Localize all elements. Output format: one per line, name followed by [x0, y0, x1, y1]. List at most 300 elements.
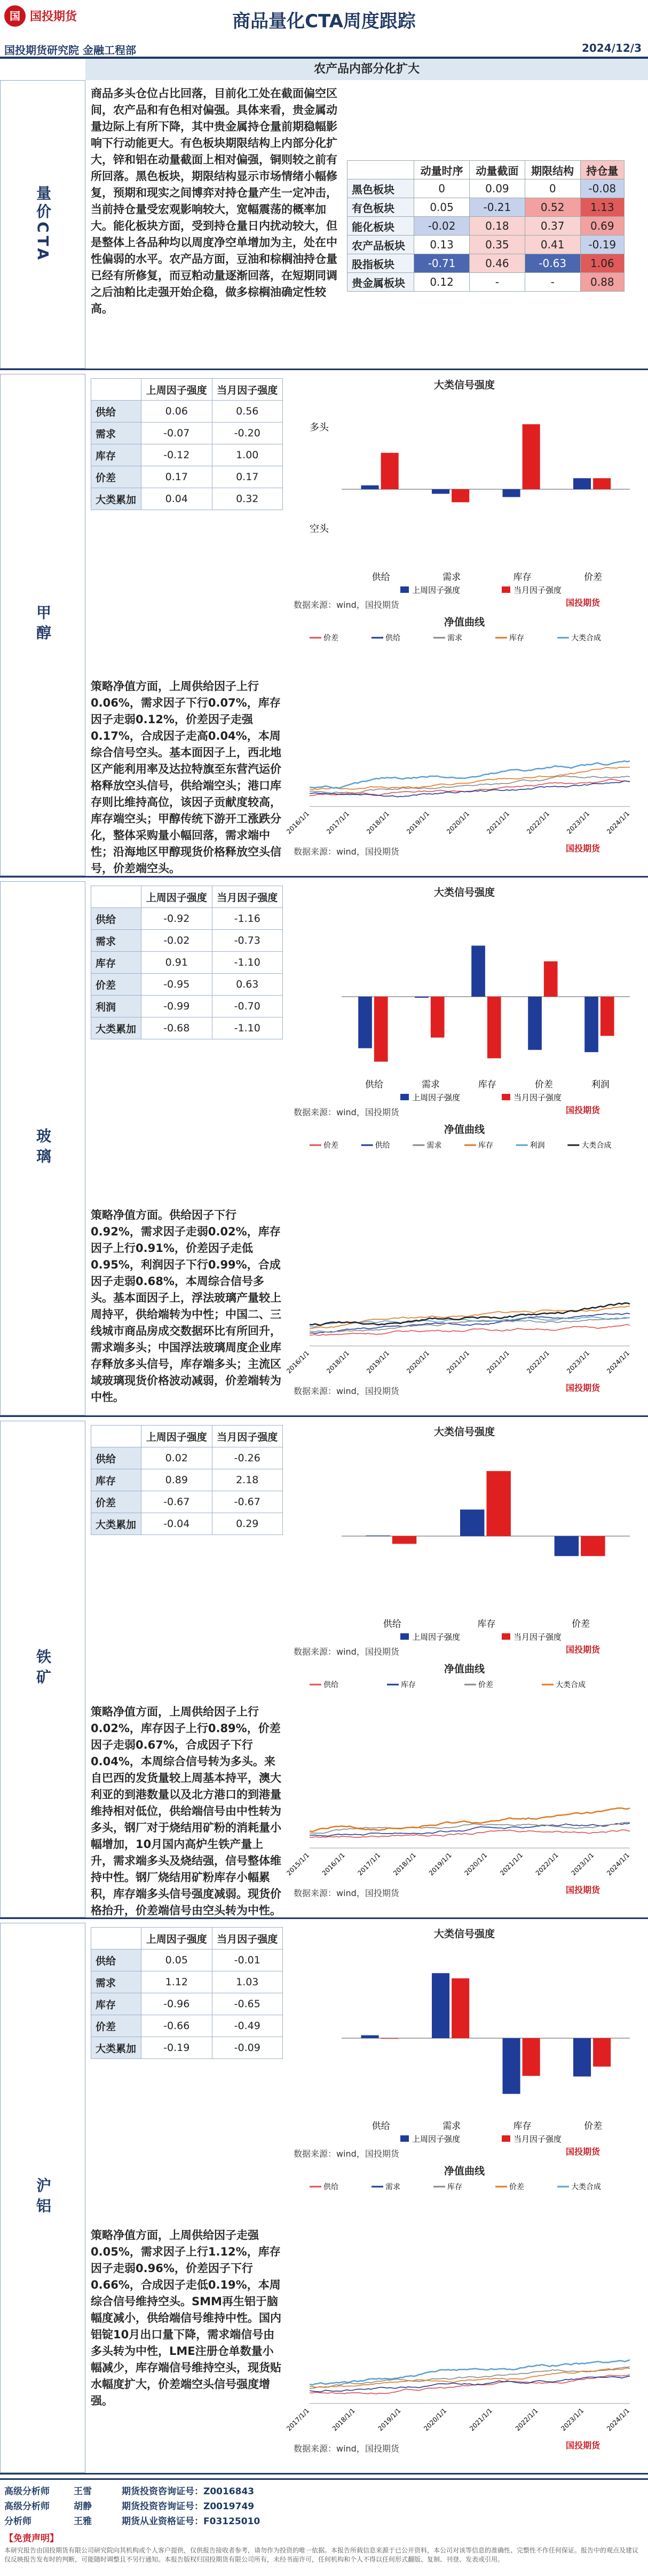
factor-row [91, 422, 283, 444]
factor-table [91, 378, 283, 510]
factor-value: -0.70 [212, 996, 282, 1017]
overview-row [347, 179, 625, 198]
curve-legend-label: 库存 [478, 1141, 493, 1150]
x-tick-label: 2017/1/1 [325, 810, 351, 836]
x-tick-label: 2024/1/1 [605, 810, 631, 836]
factor-name: 需求 [91, 930, 141, 952]
factor-name: 库存 [91, 952, 141, 974]
chart-brand-logo: 国投期货 [566, 1645, 600, 1655]
legend-week-label: 上周因子强度 [412, 1093, 461, 1102]
month-factor-bar [381, 2038, 399, 2039]
curve-legend-label: 供给 [375, 1141, 390, 1150]
curve-legend-label: 需求 [385, 2183, 400, 2191]
legend-month-label: 当月因子强度 [513, 1093, 562, 1102]
factor-col-header: 上周因子强度 [141, 886, 212, 908]
category-tick-label: 供给 [372, 572, 390, 583]
overview-row-label: 贵金属板块 [347, 273, 414, 292]
month-factor-bar [523, 424, 540, 489]
block-analysis-text: 策略净值方面，上周供给因子上行0.06%，需求因子下行0.07%，库存因子走弱0.12%，价差因子走强0.17%，合成因子走高0.04%，本周综合信号空头。基本面因子上，西北地区产能利用率及达拉特旗至东营汽运价格释放空头信号，供给端空头；港口库存则比维持高位，该因子贡献度较高，库存端空头；甲醇传统下游开工涨跌分化，整体采购量小幅回落，需求端中性；沿海地区甲醇现货价格释放空头信号，价差端空头。 [91, 680, 281, 875]
factor-value: -0.73 [212, 930, 282, 952]
factor-row [91, 488, 283, 510]
month-factor-bar [486, 1471, 510, 1536]
overview-cell: 0.88 [580, 273, 624, 292]
x-tick-label: 2021/1/1 [485, 1349, 511, 1375]
category-tick-label: 价差 [572, 1619, 590, 1630]
nav-curve-chart [285, 1677, 641, 1885]
factor-row [91, 1017, 283, 1039]
month-factor-bar [374, 997, 388, 1062]
footer-divider [0, 2478, 648, 2480]
factor-row [91, 996, 283, 1017]
nav-series-line [310, 768, 630, 790]
overview-cell: -0.08 [580, 179, 624, 198]
week-factor-bar [555, 1536, 579, 1556]
factor-name: 大类累加 [91, 1017, 141, 1039]
overview-cell: 0.69 [580, 217, 624, 236]
factor-row [91, 2037, 283, 2059]
factor-name: 库存 [91, 444, 141, 466]
nav-series-line [310, 2360, 630, 2385]
factor-name: 供给 [91, 908, 141, 930]
block-divider [0, 876, 648, 878]
week-factor-bar [528, 997, 542, 1050]
x-tick-label: 2021/1/1 [468, 2407, 494, 2433]
overview-cell: -0.21 [469, 198, 525, 217]
week-factor-bar [471, 945, 485, 997]
overview-row [347, 236, 625, 254]
analyst-name: 胡静 [74, 2501, 92, 2512]
block-label [0, 374, 85, 876]
week-factor-bar [415, 997, 429, 998]
curve-source: 数据来源：wind，国投期货 [294, 1888, 399, 1898]
factor-row [91, 1513, 283, 1535]
factor-value: 0.32 [212, 488, 282, 510]
overview-row [347, 217, 625, 236]
signal-chart-title: 大类信号强度 [433, 379, 495, 391]
curve-legend-label: 价差 [478, 1681, 493, 1689]
factor-value: 1.00 [212, 444, 282, 466]
factor-col-header [91, 886, 141, 908]
x-tick-label: 2018/1/1 [392, 1851, 418, 1877]
factor-name: 供给 [91, 401, 141, 422]
factor-value: -1.10 [212, 952, 282, 974]
factor-col-header: 当月因子强度 [212, 1928, 282, 1949]
signal-chart-title: 大类信号强度 [433, 1426, 495, 1438]
factor-value: -0.26 [212, 1447, 282, 1469]
overview-col-header: 期限结构 [525, 161, 580, 179]
factor-table-wrap [91, 886, 283, 1039]
week-factor-bar [573, 478, 591, 489]
month-factor-bar [581, 1536, 605, 1556]
category-tick-label: 价差 [584, 572, 603, 583]
category-tick-label: 价差 [584, 2121, 603, 2132]
x-tick-label: 2018/1/1 [365, 810, 391, 836]
x-tick-label: 2018/1/1 [330, 2407, 357, 2433]
factor-name: 需求 [91, 1971, 141, 1993]
category-tick-label: 需求 [442, 2121, 461, 2132]
institute-name: 国投期货研究院 金融工程部 [4, 44, 136, 57]
report-title: 商品量化CTA周度跟踪 [232, 11, 416, 32]
overview-row-label: 能化板块 [347, 217, 414, 236]
nav-series-line [310, 1830, 630, 1837]
category-tick-label: 库存 [477, 1619, 496, 1630]
block-divider [0, 1917, 648, 1919]
category-tick-label: 需求 [421, 1079, 440, 1090]
x-tick-label: 2023/1/1 [559, 2407, 586, 2433]
analyst-name: 王雅 [74, 2516, 92, 2527]
factor-value: -0.92 [141, 908, 212, 930]
curve-chart-title: 净值曲线 [444, 1124, 485, 1136]
analyst-cert: 期货投资咨询证号：Z0019749 [122, 2501, 255, 2512]
axis-label-short: 空头 [310, 523, 329, 535]
factor-table [91, 886, 283, 1039]
axis-label-long: 多头 [310, 422, 329, 433]
factor-value: -1.10 [212, 1017, 282, 1039]
factor-value: -0.01 [212, 1949, 282, 1971]
overview-cell: - [525, 273, 580, 292]
overview-cell: -0.19 [580, 236, 624, 254]
factor-name: 价差 [91, 2015, 141, 2037]
week-factor-bar [460, 1509, 484, 1536]
factor-name: 价差 [91, 466, 141, 488]
analyst-row [4, 2499, 325, 2514]
legend-week-label: 上周因子强度 [412, 585, 461, 595]
factor-value: 0.17 [212, 466, 282, 488]
chart-brand-logo: 国投期货 [566, 598, 600, 608]
nav-series-line [310, 1303, 630, 1326]
curve-chart-title: 净值曲线 [444, 1663, 485, 1675]
overview-table-wrap [347, 160, 625, 292]
overview-cell: 0 [414, 179, 470, 198]
factor-value: 0.63 [212, 974, 282, 996]
overview-row-label: 农产品板块 [347, 236, 414, 254]
factor-col-header: 当月因子强度 [212, 1426, 282, 1447]
week-factor-bar [584, 997, 598, 1052]
factor-name: 供给 [91, 1949, 141, 1971]
nav-series-line [310, 779, 630, 796]
factor-value: -0.19 [141, 2037, 212, 2059]
block-analysis-text: 策略净值方面，上周供给因子上行0.02%，库存因子上行0.89%，价差因子走弱0.67%，合成因子下行0.04%，本周综合信号转为多头。来自巴西的发货量较上周基本持平，澳大利亚的到港数量以及北方港口的到港量维持相对低位，供给端信号由中性转为多头，钢厂对于烧结用矿粉的消耗量小幅增加，10月国内高炉生铁产量上升，需求端多头及烧结强，信号整体维持中性。钢厂烧结用矿粉库存小幅累积，库存端多头信号强度减弱。现货价格抬升，价差端信号由空头转为中性。 [91, 1705, 281, 1917]
overview-cell: 1.13 [580, 198, 624, 217]
overview-row [347, 273, 625, 292]
overview-cell: -0.63 [525, 254, 580, 273]
signal-bar-chart [288, 1942, 641, 2145]
week-factor-bar [573, 2038, 591, 2077]
factor-col-header: 上周因子强度 [141, 1928, 212, 1949]
week-factor-bar [503, 489, 520, 497]
nav-curve-chart [285, 630, 641, 844]
factor-row [91, 1469, 283, 1491]
factor-value: -0.67 [141, 1491, 212, 1513]
analyst-role: 高级分析师 [4, 2486, 50, 2497]
factor-row [91, 974, 283, 996]
block-label-text: 甲醇 [34, 605, 52, 645]
factor-value: -0.07 [141, 422, 212, 444]
x-tick-label: 2021/1/1 [499, 1851, 525, 1877]
factor-name: 价差 [91, 974, 141, 996]
week-factor-bar [358, 997, 372, 1048]
factor-value: -0.02 [141, 930, 212, 952]
overview-col-header: 动量时序 [414, 161, 470, 179]
block-analysis-text: 策略净值方面，上周供给因子走强0.05%，需求因子上行1.12%，库存因子走弱0.96%，价差因子下行0.66%，合成因子走低0.19%，本周综合信号维持空头。SMM再生铝于脑幅度减小，供给端信号维持中性。国内铝锭10月出口量下降，需求端信号由多头转为中性，LME注册仓单数量小幅减少，库存端信号维持空头，现货贴水幅度扩大，价差端空头信号强度增强。 [91, 2229, 281, 2407]
factor-col-header [91, 379, 141, 401]
factor-row [91, 444, 283, 466]
analyst-cert: 期货从业资格证号：F03125010 [122, 2516, 260, 2527]
month-factor-bar [392, 1536, 416, 1544]
factor-row [91, 1993, 283, 2015]
curve-source: 数据来源：wind，国投期货 [294, 2444, 399, 2454]
curve-legend-label: 库存 [401, 1681, 416, 1689]
factor-value: 0.56 [212, 401, 282, 422]
section-title: 农产品内部分化扩大 [85, 59, 648, 80]
factor-value: 0.91 [141, 952, 212, 974]
block-label-text: 铁矿 [34, 1649, 52, 1689]
x-tick-label: 2019/1/1 [427, 1851, 453, 1877]
factor-value: 0.02 [141, 1447, 212, 1469]
factor-value: 0.05 [141, 1949, 212, 1971]
curve-legend-label: 大类合成 [571, 2183, 601, 2191]
month-factor-bar [523, 2038, 540, 2076]
factor-table-wrap [91, 1927, 283, 2059]
category-tick-label: 供给 [365, 1079, 383, 1090]
x-tick-label: 2016/1/1 [285, 1349, 311, 1375]
factor-value: -0.66 [141, 2015, 212, 2037]
signal-bar-chart [288, 1440, 641, 1643]
overview-col-header: 持仓量 [580, 161, 624, 179]
factor-col-header [91, 1928, 141, 1949]
block-label [0, 1421, 85, 1917]
legend-week-label: 上周因子强度 [412, 1632, 461, 1642]
nav-curve-chart [285, 2179, 641, 2441]
x-tick-label: 2016/1/1 [320, 1851, 346, 1877]
factor-col-header: 当月因子强度 [212, 886, 282, 908]
month-factor-bar [452, 1978, 469, 2038]
curve-legend-label: 库存 [509, 634, 524, 643]
overview-cell: 0.13 [414, 236, 470, 254]
overview-cell: -0.71 [414, 254, 470, 273]
factor-name: 供给 [91, 1447, 141, 1469]
analyst-row [4, 2514, 325, 2528]
factor-value: -0.95 [141, 974, 212, 996]
x-tick-label: 2018/1/1 [325, 1349, 351, 1375]
x-tick-label: 2017/1/1 [285, 2407, 311, 2433]
curve-legend-label: 需求 [447, 634, 462, 643]
factor-name: 大类累加 [91, 488, 141, 510]
factor-row [91, 908, 283, 930]
overview-cell: 0.09 [469, 179, 525, 198]
overview-cell: 0.41 [525, 236, 580, 254]
report-date: 2024/12/3 [581, 42, 642, 54]
week-factor-bar [432, 489, 449, 494]
x-tick-label: 2024/1/1 [605, 2407, 631, 2433]
overview-cell: 0 [525, 179, 580, 198]
factor-table [91, 1425, 283, 1535]
factor-value: -0.65 [212, 1993, 282, 2015]
overview-label [0, 80, 85, 369]
signal-legend [400, 1632, 562, 1642]
overview-cell: 1.06 [580, 254, 624, 273]
nav-curve-chart [285, 1138, 641, 1383]
x-tick-label: 2023/1/1 [565, 810, 591, 836]
overview-cell: - [469, 273, 525, 292]
block-label-text: 沪铝 [34, 2178, 52, 2218]
curve-legend-label: 需求 [426, 1141, 442, 1150]
factor-row [91, 1949, 283, 1971]
category-tick-label: 价差 [534, 1079, 553, 1090]
month-factor-bar [487, 997, 501, 1058]
overview-row-label: 股指板块 [347, 254, 414, 273]
factor-name: 库存 [91, 1993, 141, 2015]
category-tick-label: 供给 [383, 1619, 401, 1630]
curve-legend-label: 库存 [447, 2183, 462, 2191]
x-tick-label: 2019/1/1 [365, 1349, 391, 1375]
overview-row-label: 黑色板块 [347, 179, 414, 198]
curve-legend-label: 供给 [323, 2183, 338, 2191]
x-tick-label: 2023/1/1 [570, 1851, 596, 1877]
factor-row [91, 401, 283, 422]
chart-brand-logo: 国投期货 [566, 1383, 600, 1393]
x-tick-label: 2022/1/1 [513, 2407, 540, 2433]
week-factor-bar [361, 486, 379, 489]
factor-value: 0.06 [141, 401, 212, 422]
curve-legend-label: 价差 [509, 2183, 524, 2191]
nav-series-line [310, 2368, 630, 2387]
factor-value: 1.12 [141, 1971, 212, 1993]
signal-chart-title: 大类信号强度 [433, 1928, 495, 1940]
week-factor-bar [361, 2035, 379, 2038]
factor-name: 库存 [91, 1469, 141, 1491]
curve-legend-label: 大类合成 [556, 1681, 586, 1689]
legend-month-label: 当月因子强度 [513, 2134, 562, 2144]
x-tick-label: 2019/1/1 [376, 2407, 402, 2433]
x-tick-label: 2015/1/1 [285, 1851, 311, 1877]
factor-value: 0.89 [141, 1469, 212, 1491]
curve-chart-title: 净值曲线 [444, 616, 485, 628]
logo-mark: 国 [4, 5, 26, 27]
month-factor-bar [544, 961, 558, 997]
overview-row [347, 198, 625, 217]
overview-row [347, 254, 625, 273]
curve-legend-label: 大类合成 [571, 634, 601, 643]
factor-value: -0.49 [212, 2015, 282, 2037]
month-factor-bar [381, 453, 399, 489]
x-tick-label: 2020/1/1 [405, 1349, 431, 1375]
factor-table [91, 1927, 283, 2059]
x-tick-label: 2021/1/1 [485, 810, 511, 836]
factor-col-header: 上周因子强度 [141, 1426, 212, 1447]
x-tick-label: 2022/1/1 [525, 810, 551, 836]
overview-cell: 0.37 [525, 217, 580, 236]
x-tick-label: 2016/1/1 [285, 810, 311, 836]
factor-value: -0.68 [141, 1017, 212, 1039]
factor-col-header: 上周因子强度 [141, 379, 212, 401]
factor-value: 0.29 [212, 1513, 282, 1535]
x-tick-label: 2020/1/1 [445, 810, 471, 836]
factor-row [91, 466, 283, 488]
factor-value: -0.09 [212, 2037, 282, 2059]
overview-col-header: 动量截面 [469, 161, 525, 179]
factor-value: -0.04 [141, 1513, 212, 1535]
month-factor-bar [452, 489, 469, 502]
category-tick-label: 库存 [513, 572, 532, 583]
factor-col-header: 当月因子强度 [212, 379, 282, 401]
overview-table [347, 160, 625, 292]
factor-value: 2.18 [212, 1469, 282, 1491]
curve-chart-title: 净值曲线 [444, 2165, 485, 2177]
week-factor-bar [432, 1973, 449, 2038]
curve-source: 数据来源：wind，国投期货 [294, 1386, 399, 1396]
curve-legend-label: 供给 [323, 1681, 338, 1689]
overview-cell: -0.02 [414, 217, 470, 236]
overview-cell: 0.35 [469, 236, 525, 254]
disclaimer [4, 2531, 643, 2564]
block-divider [0, 1415, 648, 1417]
block-divider [0, 2473, 648, 2475]
factor-row [91, 952, 283, 974]
chart-brand-logo: 国投期货 [566, 1105, 600, 1115]
signal-source: 数据来源：wind，国投期货 [294, 1647, 399, 1657]
x-tick-label: 2023/1/1 [565, 1349, 591, 1375]
overview-cell: 0.18 [469, 217, 525, 236]
x-tick-label: 2020/1/1 [422, 2407, 448, 2433]
legend-week-label: 上周因子强度 [412, 2134, 461, 2144]
factor-name: 大类累加 [91, 1513, 141, 1535]
overview-text: 商品多头仓位占比回落，目前化工处在截面偏空区间，农产品和有色相对偏强。具体来看，贵金属动量边际上有所下降，其中贵金属持仓量前期稳幅影响下行动能更大。有色板块期限结构上内部分化扩大，锌和铝在动量截面上相对偏强，铜则较之前有所回落。黑色板块，期限结构显示市场情绪小幅修复，预期和现实之间博弈对持仓量产生一定冲击，当前持仓量受宏观影响较大，宽幅震荡的概率加大。能化板块方面，受到持仓量日内扰动较大，但是整体上各品种均以周度净空单增加为主，处在中性偏弱的水平。农产品方面，豆油和棕榈油持仓量已经有所修复，而豆粕动量逐渐回落，在短期同调之后油粕比走强开始企稳，做多棕榈油确定性较高。 [91, 87, 337, 315]
x-tick-label: 2021/1/1 [445, 1349, 471, 1375]
x-tick-label: 2017/1/1 [356, 1851, 382, 1877]
signal-source: 数据来源：wind，国投期货 [294, 2149, 399, 2159]
category-tick-label: 利润 [591, 1079, 610, 1090]
chart-brand-logo: 国投期货 [566, 1885, 600, 1895]
legend-month-label: 当月因子强度 [513, 1632, 562, 1642]
factor-value: -1.16 [212, 908, 282, 930]
nav-series-line [310, 1325, 630, 1335]
chart-brand-logo: 国投期货 [566, 2147, 600, 2157]
disclaimer-title: 【免责声明】 [4, 2533, 59, 2544]
factor-row [91, 930, 283, 952]
chart-brand-logo: 国投期货 [566, 2440, 600, 2450]
block-label-text: 玻璃 [34, 1128, 52, 1169]
section-divider [0, 369, 648, 370]
overview-cell: 0.05 [414, 198, 470, 217]
factor-row [91, 1447, 283, 1469]
x-tick-label: 2022/1/1 [525, 1349, 551, 1375]
overview-col-header [347, 161, 414, 179]
factor-name: 利润 [91, 996, 141, 1017]
signal-legend [400, 2134, 562, 2144]
factor-name: 需求 [91, 422, 141, 444]
factor-row [91, 1491, 283, 1513]
analyst-row [4, 2484, 325, 2499]
factor-row [91, 1971, 283, 1993]
factor-value: -0.96 [141, 1993, 212, 2015]
overview-cell: 0.52 [525, 198, 580, 217]
month-factor-bar [600, 997, 614, 1036]
factor-value: -0.67 [212, 1491, 282, 1513]
overview-row-label: 有色板块 [347, 198, 414, 217]
x-tick-label: 2022/1/1 [534, 1851, 560, 1877]
logo-text: 国投期货 [30, 10, 77, 24]
curve-legend-label: 利润 [530, 1141, 545, 1150]
factor-value: 0.17 [141, 466, 212, 488]
signal-source: 数据来源：wind，国投期货 [294, 600, 399, 610]
overview-cell: 0.46 [469, 254, 525, 273]
curve-legend-label: 大类合成 [581, 1141, 612, 1150]
factor-table-wrap [91, 1425, 283, 1535]
nav-series-line [310, 776, 630, 793]
factor-name: 价差 [91, 1491, 141, 1513]
factor-value: -0.12 [141, 444, 212, 466]
